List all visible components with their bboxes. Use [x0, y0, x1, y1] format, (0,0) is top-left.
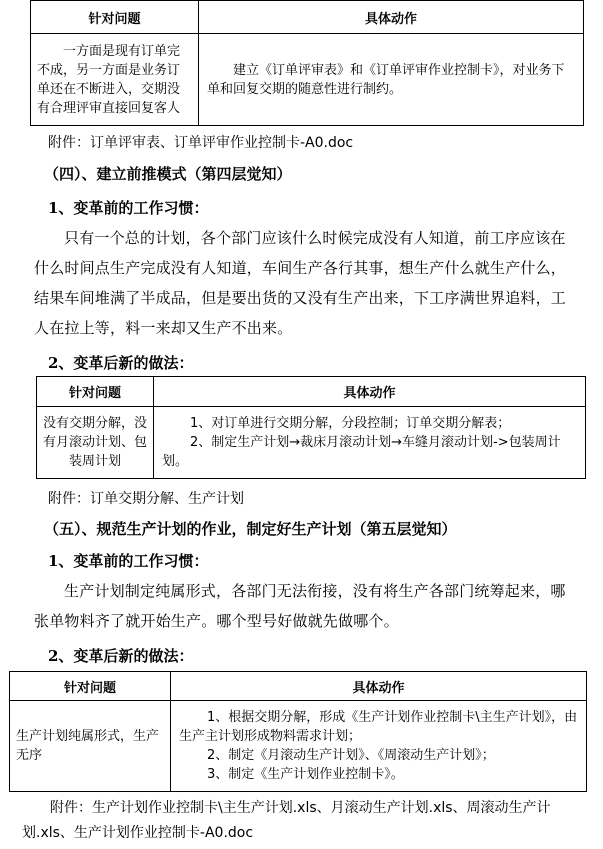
table-header-action: 具体动作 [154, 377, 586, 407]
subheading-after-5: 2、变革后新的做法： [48, 647, 194, 665]
action-cell: 建立《订单评审表》和《订单评审作业控制卡》，对业务下单和回复交期的随意性进行制约。 [199, 34, 584, 126]
section-heading-4: （四）、建立前推模式（第四层觉知） [44, 165, 292, 183]
section-heading-5: （五）、规范生产计划的作业，制定好生产计划（第五层觉知） [44, 520, 457, 538]
action-cell [154, 407, 586, 479]
attachment-note-3: 附件：生产计划作业控制卡\主生产计划.xls、月滚动生产计划.xls、周滚动生产计划.xls、生产计划作业控制卡-A0.doc [22, 800, 551, 841]
attachment-note-1: 附件：订单评审表、订单评审作业控制卡-A0.doc [48, 135, 354, 151]
table-delivery-planning [36, 376, 586, 479]
action-item-3: 3、制定《生产计划作业控制卡》。 [207, 767, 404, 782]
table-production-planning [9, 671, 587, 792]
issue-cell: 生产计划纯属形式，生产无序 [10, 701, 171, 792]
action-item-1: 1、对订单进行交期分解，分段控制；订单交期分解表； [190, 416, 511, 431]
subheading-before-4: 1、变革前的工作习惯： [48, 199, 209, 217]
action-cell [171, 701, 587, 792]
table-header-issue: 针对问题 [10, 672, 171, 701]
attachment-note-2: 附件：订单交期分解、生产计划 [48, 491, 244, 507]
paragraph-before-5: 生产计划制定纯属形式，各部门无法衔接，没有将生产各部门统筹起来，哪张单物料齐了就开始生产。哪个型号好做就先做哪个。 [34, 582, 566, 630]
table-order-review [30, 0, 584, 126]
table-header-issue: 针对问题 [31, 1, 199, 34]
issue-cell: 没有交期分解，没有月滚动计划、包装周计划 [37, 407, 154, 479]
action-item-2: 2、制定《月滚动生产计划》、《周滚动生产计划》； [207, 748, 495, 763]
action-item-1: 1、根据交期分解，形成《生产计划作业控制卡\主生产计划》，由生产主计划形成物料需求计划； [179, 710, 578, 744]
subheading-before-5: 1、变革前的工作习惯： [48, 552, 209, 570]
action-item-2: 2、制定生产计划→裁床月滚动计划→车缝月滚动计划->包装周计划。 [162, 435, 561, 469]
issue-cell: 一方面是现有订单完不成，另一方面是业务订单还在不断进入，交期没有合理评审直接回复客人 [31, 34, 199, 126]
table-header-action: 具体动作 [171, 672, 587, 701]
table-header-issue: 针对问题 [37, 377, 154, 407]
table-header-action: 具体动作 [199, 1, 584, 34]
paragraph-before-4: 只有一个总的计划，各个部门应该什么时候完成没有人知道，前工序应该在什么时间点生产完成没有人知道，车间生产各行其事，想生产什么就生产什么，结果车间堆满了半成品，但是要出货的又没有生产出来，下工序满世界追料，工人在拉上等，料一来却又生产不出来。 [34, 229, 567, 337]
subheading-after-4: 2、变革后新的做法： [48, 354, 194, 372]
